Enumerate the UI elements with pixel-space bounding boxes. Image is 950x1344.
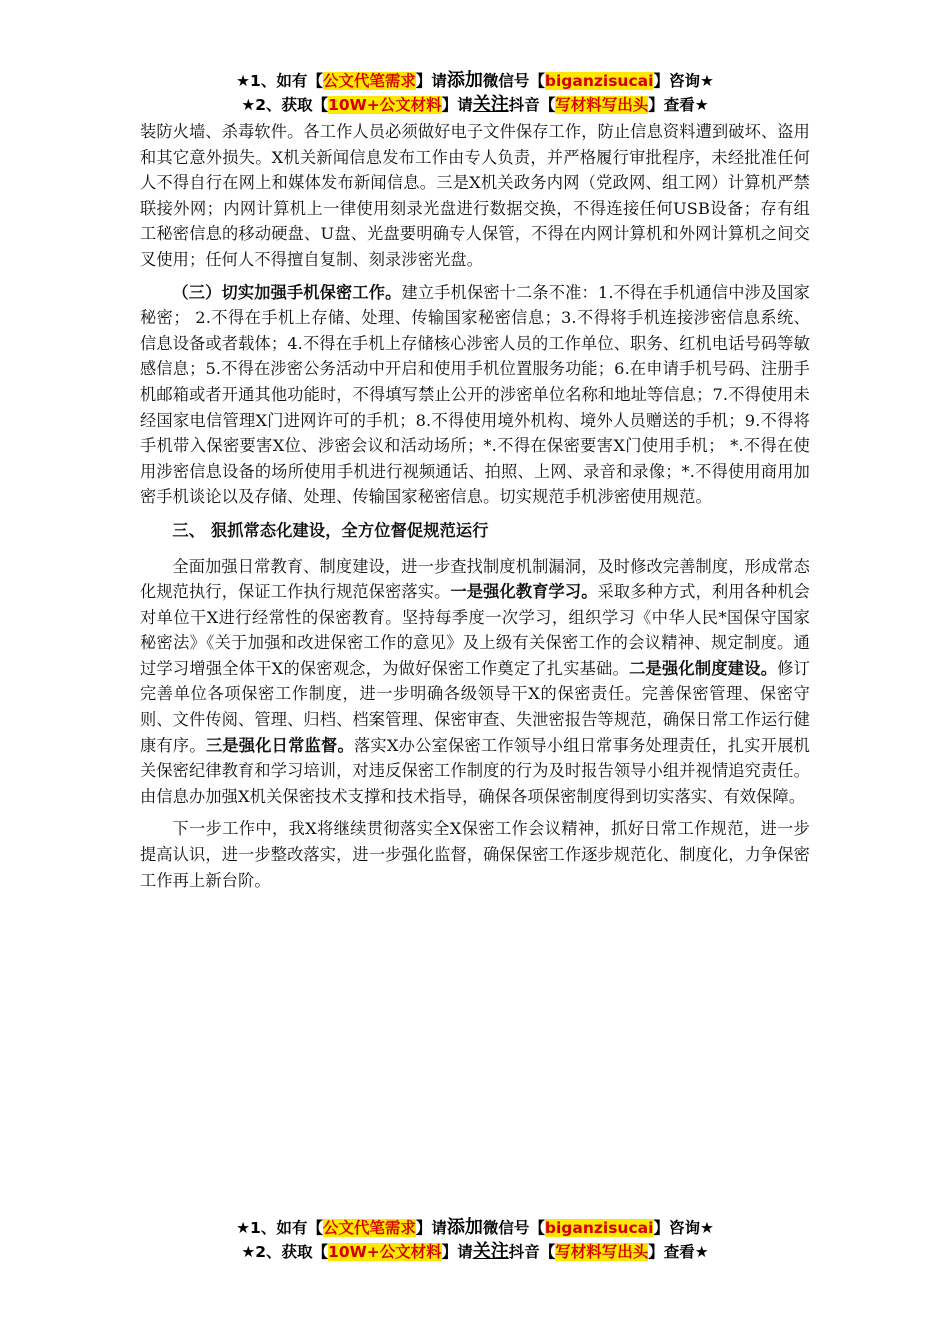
banner-emphasis: 关注 bbox=[472, 1241, 509, 1262]
banner-text: 】咨询★ bbox=[653, 1219, 714, 1237]
banner-highlight: 10W+公文材料 bbox=[328, 1243, 442, 1261]
banner-douyin-id: 写材料写出头 bbox=[555, 1243, 649, 1261]
banner-text: 】请 bbox=[415, 72, 447, 90]
paragraph-continued: 装防火墙、杀毒软件。各工作人员必须做好电子文件保存工作，防止信息资料遭到破坏、盗用和其它意外损失。X机关新闻信息发布工作由专人负责，并严格履行审批程序，未经批准任何人不得自行在网上和媒体发布新闻信息。三是X机关政务内网（党政网、组工网）计算机严禁联接外网；内网计算机上一律使用刻录光盘进行数据交换，不得连接任何USB设备；存有组工秘密信息的移动硬盘、U盘、光盘要明确专人保管，不得在内网计算机和外网计算机之间交叉使用；任何人不得擅自复制、刻录涉密光盘。 bbox=[140, 122, 810, 269]
banner-highlight: 公文代笔需求 bbox=[322, 1219, 416, 1237]
banner-line-2 bbox=[0, 93, 950, 117]
banner-highlight: 公文代笔需求 bbox=[322, 72, 416, 90]
banner-text: ★2、获取【 bbox=[241, 96, 329, 114]
banner-text: 】请 bbox=[441, 1243, 473, 1261]
banner-text: 】请 bbox=[441, 96, 473, 114]
emphasis-supervision: 三是强化日常监督。 bbox=[205, 735, 354, 755]
banner-text: ★1、如有【 bbox=[236, 72, 323, 90]
banner-text: 】查看★ bbox=[648, 1243, 709, 1261]
banner-text: ★1、如有【 bbox=[236, 1219, 323, 1237]
banner-emphasis: 关注 bbox=[472, 94, 509, 115]
section-subheading: （三）切实加强手机保密工作。 bbox=[172, 282, 402, 302]
banner-line-1 bbox=[0, 1216, 950, 1240]
paragraph-next-steps: 下一步工作中，我X将继续贯彻落实全X保密工作会议精神，抓好日常工作规范，进一步提高认识，进一步整改落实，进一步强化监督，确保保密工作逐步规范化、制度化，力争保密工作再上新台阶。 bbox=[140, 819, 810, 890]
banner-text: 】查看★ bbox=[648, 96, 709, 114]
banner-text: 微信号【 bbox=[482, 72, 545, 90]
banner-wechat-id: biganzisucai bbox=[544, 72, 654, 90]
banner-text: 】咨询★ bbox=[653, 72, 714, 90]
paragraph-text: 落实X办公室保密工作领导小组日常事务处理责任，扎实开展机关保密纪律教育和学习培训，对违反保密工作制度的行为及时报告领导小组并视情追究责任。由信息办加强X机关保密技术支撑和技术指导，确保各项保密制度得到切实落实、有效保障。 bbox=[140, 735, 810, 806]
banner-line-2 bbox=[0, 1240, 950, 1264]
banner-emphasis: 添加 bbox=[446, 1217, 483, 1238]
banner-text: 微信号【 bbox=[482, 1219, 545, 1237]
paragraph-text: 采取多种方式，利用各种机会对单位干X进行经常性的保密教育。坚持每季度一次学习，组织学习《中华人民*国保守国家秘密法》《关于加强和改进保密工作的意见》及上级有关保密工作的会议精神、规定制度。通过学习增强全体干X的保密观念，为做好保密工作奠定了扎实基础。 bbox=[140, 582, 810, 678]
banner-text: 抖音【 bbox=[508, 1243, 556, 1261]
footer-banner bbox=[0, 1216, 950, 1264]
paragraph-text: 修订完善单位各项保密工作制度，进一步明确各级领导干X的保密责任。完善保密管理、保密守则、文件传阅、管理、归档、档案管理、保密审查、失泄密报告等规范，确保日常工作运行健康有序。 bbox=[140, 658, 810, 755]
paragraph-phone-security bbox=[140, 280, 810, 510]
paragraph-text: 全面加强日常教育、制度建设，进一步查找制度机制漏洞，及时修改完善制度，形成常态化规范执行，保证工作执行规范保密落实。 bbox=[140, 556, 810, 602]
banner-text: ★2、获取【 bbox=[241, 1243, 329, 1261]
document-body bbox=[140, 119, 810, 900]
header-banner bbox=[0, 69, 950, 117]
banner-line-1 bbox=[0, 69, 950, 93]
banner-text: 】请 bbox=[415, 1219, 447, 1237]
paragraph-text: 建立手机保密十二条不准：1.不得在手机通信中涉及国家秘密； 2.不得在手机上存储、处理、传输国家秘密信息；3.不得将手机连接涉密信息系统、信息设备或者载体；4.不得在手机上存储核心涉密人员的工作单位、职务、红机电话号码等敏感信息；5.不得在涉密公务活动中开启和使用手机位置服务功能；6.在申请手机号码、注册手机邮箱或者开通其他功能时，不得填写禁止公开的涉密单位名称和地址等信息；7.不得使用未经国家电信管理X门进网许可的手机；8.不得使用境外机构、境外人员赠送的手机；9.不得将手机带入保密要害X位、涉密会议和活动场所；*.不得在保密要害X门使用手机； *.不得在使用涉密信息设备的场所使用手机进行视频通话、拍照、上网、录音和录像；*.不得使用商用加密手机谈论以及存储、处理、传输国家秘密信息。切实规范手机涉密使用规范。 bbox=[140, 282, 810, 507]
banner-douyin-id: 写材料写出头 bbox=[555, 96, 649, 114]
banner-emphasis: 添加 bbox=[446, 70, 483, 91]
banner-highlight: 10W+公文材料 bbox=[328, 96, 442, 114]
banner-wechat-id: biganzisucai bbox=[544, 1219, 654, 1237]
emphasis-education: 一是强化教育学习。 bbox=[450, 582, 598, 602]
emphasis-system: 二是强化制度建设。 bbox=[629, 658, 778, 678]
banner-text: 抖音【 bbox=[508, 96, 556, 114]
paragraph-normalization bbox=[140, 554, 810, 810]
section-heading: 三、 狠抓常态化建设，全方位督促规范运行 bbox=[172, 520, 489, 540]
